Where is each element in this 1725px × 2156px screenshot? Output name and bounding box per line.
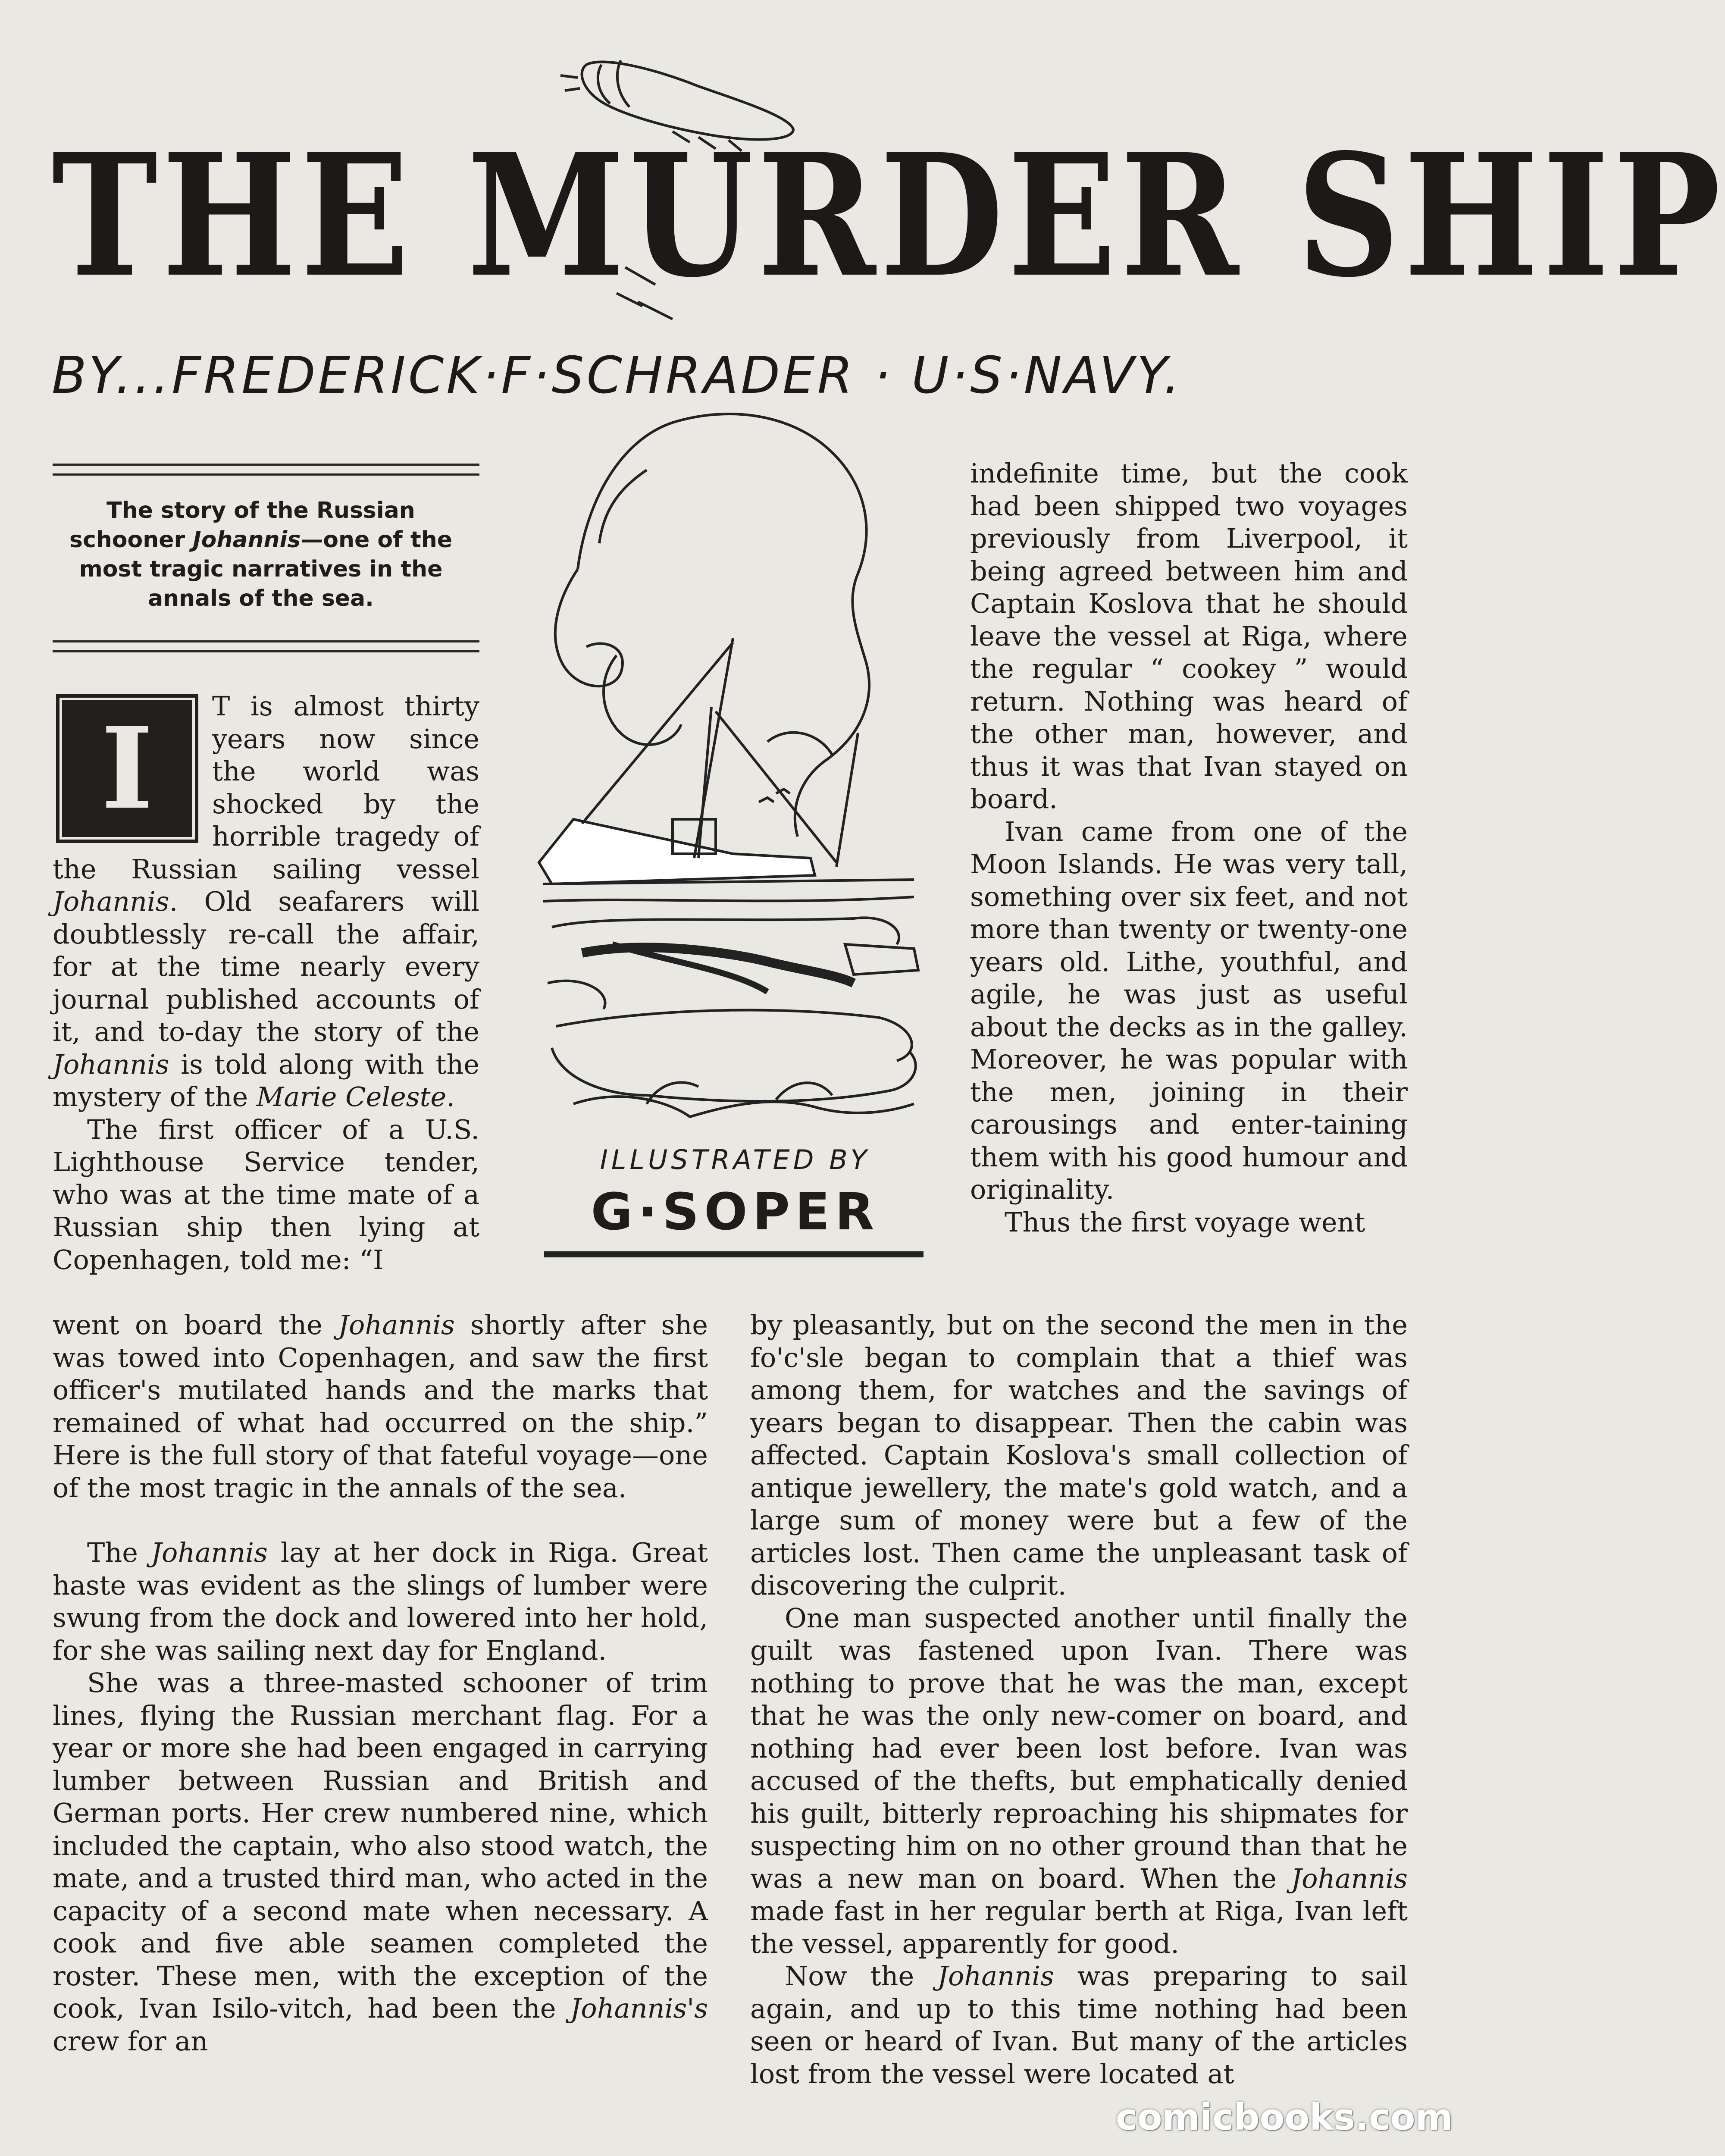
- lower-right-column: [750, 1309, 1408, 2090]
- paragraph: [750, 1602, 1408, 1960]
- text-run: is told along with the mystery of the: [53, 1048, 479, 1112]
- text-run: Now the: [785, 1960, 938, 1992]
- blurb-top-rule-2: [53, 473, 479, 476]
- ship-illustration: [539, 414, 918, 1117]
- text-run: made fast in her regular berth at Riga, Ivan left the vessel, apparently for good.: [750, 1895, 1408, 1959]
- text-run: lay at her dock in Riga. Great haste was evident as the slings of lumber were swung from the dock and lowered into her hold, for she was sailing next day for England.: [53, 1537, 708, 1666]
- paragraph: [750, 1960, 1408, 2090]
- paragraph: indefinite time, but the cook had been shipped two voyages previously from Liverpool, it being agreed between him and Captain Koslova that he should leave the vessel at Riga, where the regular “ cookey ” would return. Nothing was heard of the other man, however, and thus it was that Ivan stayed on board.: [970, 458, 1408, 815]
- blurb-text: The story of the Russian schooner: [69, 498, 415, 553]
- ship-name: Johannis: [53, 886, 169, 917]
- illustration-artist: G·SOPER: [591, 1182, 880, 1241]
- ship-name: Johannis: [937, 1960, 1054, 1992]
- paragraph: [53, 1536, 708, 1667]
- text-run: She was a three-masted schooner of trim lines, flying the Russian merchant flag. For a year or more she had been engaged in carrying lumber between Russian and British and German ports. Her crew numbered nine, which included the captain, who also stood watch, the mate, and a trusted third man, who acted in the capacity of a second mate when necessary. A cook and five able seamen completed the roster. These men, with the exception of the cook, Ivan Isilo-vitch, had been the: [53, 1667, 708, 2024]
- text-run: T is almost thirty years now since the world was shocked by the horrible tragedy of the Russian sailing vessel: [53, 690, 479, 885]
- text-run: One man suspected another until finally the guilt was fastened upon Ivan. There was nothing to prove that he was the man, except that he was the only new-comer on board, and nothing had ever been lost before. Ivan was accused of the thefts, but emphatically denied his guilt, bitterly reproaching his shipmates for suspecting him on no other ground than that he was a new man on board. When the: [750, 1602, 1408, 1894]
- blurb-ship-name: Johannis: [193, 527, 301, 553]
- article-blurb: [67, 496, 455, 621]
- ship-name: Johannis: [151, 1537, 268, 1568]
- ship-name: Johannis's: [570, 1993, 708, 2024]
- text-run: The first officer of a U.S. Lighthouse Service tender, who was at the time mate of a Russian ship then lying at Copenhagen, told me: “I: [53, 1113, 479, 1275]
- drop-cap: [56, 694, 198, 843]
- paragraph: by pleasantly, but on the second the men in the fo'c'sle began to complain that a thief was among them, for watches and the savings of years began to disappear. Then the cabin was affected. Captain Koslova's small collection of antique jewellery, the mate's gold watch, and a large sum of money were but a few of the articles lost. Then came the unpleasant task of discovering the culprit.: [750, 1309, 1408, 1601]
- column-three: [970, 457, 1408, 1238]
- blurb-top-rule: [53, 464, 479, 466]
- lower-left-column: [53, 1309, 708, 2057]
- paragraph: [53, 1113, 479, 1276]
- text-run: went on board the: [53, 1309, 338, 1341]
- text-run: shortly after she was towed into Copenhagen, and saw the first officer's mutilated hands and the marks that remained of what had occurred on the ship.” Here is the full story of that fateful voyage—one of the most tragic in the annals of the sea.: [53, 1309, 708, 1504]
- illustration-credit-label: ILLUSTRATED BY: [600, 1144, 870, 1175]
- text-run: was preparing to sail again, and up to this time nothing had been seen or heard of Ivan. But many of the articles lost from the vessel were located at: [750, 1960, 1408, 2090]
- ship-name: Marie Celeste: [256, 1081, 447, 1112]
- paragraph: [53, 1667, 708, 2057]
- text-run: The: [87, 1537, 151, 1568]
- blurb-bottom-rule: [53, 640, 479, 642]
- ship-name: Johannis: [1291, 1862, 1408, 1894]
- article-byline: BY...FREDERICK·F·SCHRADER · U·S·NAVY.: [52, 345, 1183, 405]
- drop-cap-frame: [59, 698, 195, 840]
- site-watermark: comicbooks.com: [1116, 2096, 1453, 2138]
- text-run: . Old seafarers will doubtlessly re-call the affair, for at the time nearly every journal published accounts of it, and to-day the story of the: [53, 886, 479, 1047]
- article-title: THE MURDER SHIP: [52, 117, 1725, 314]
- paragraph: Ivan came from one of the Moon Islands. He was very tall, something over six feet, and not more than twenty or twenty-one years old. Lithe, youthful, and agile, he was just as useful about the decks as in the galley. Moreover, he was popular with the men, joining in their carousings and enter-taining them with his good humour and originality.: [970, 815, 1408, 1205]
- blurb-text-end: —one of the most tragic narratives in the annals of the sea.: [79, 527, 452, 611]
- ship-name: Johannis: [338, 1309, 455, 1341]
- text-run: crew for an: [53, 2025, 208, 2057]
- text-run: .: [446, 1081, 455, 1112]
- illustration-underline: [544, 1251, 924, 1257]
- drop-cap-letter: I: [101, 702, 153, 834]
- paragraph: [53, 1309, 708, 1504]
- ship-name: Johannis: [53, 1048, 169, 1080]
- blurb-bottom-rule-2: [53, 650, 479, 652]
- paragraph: Thus the first voyage went: [1005, 1206, 1365, 1238]
